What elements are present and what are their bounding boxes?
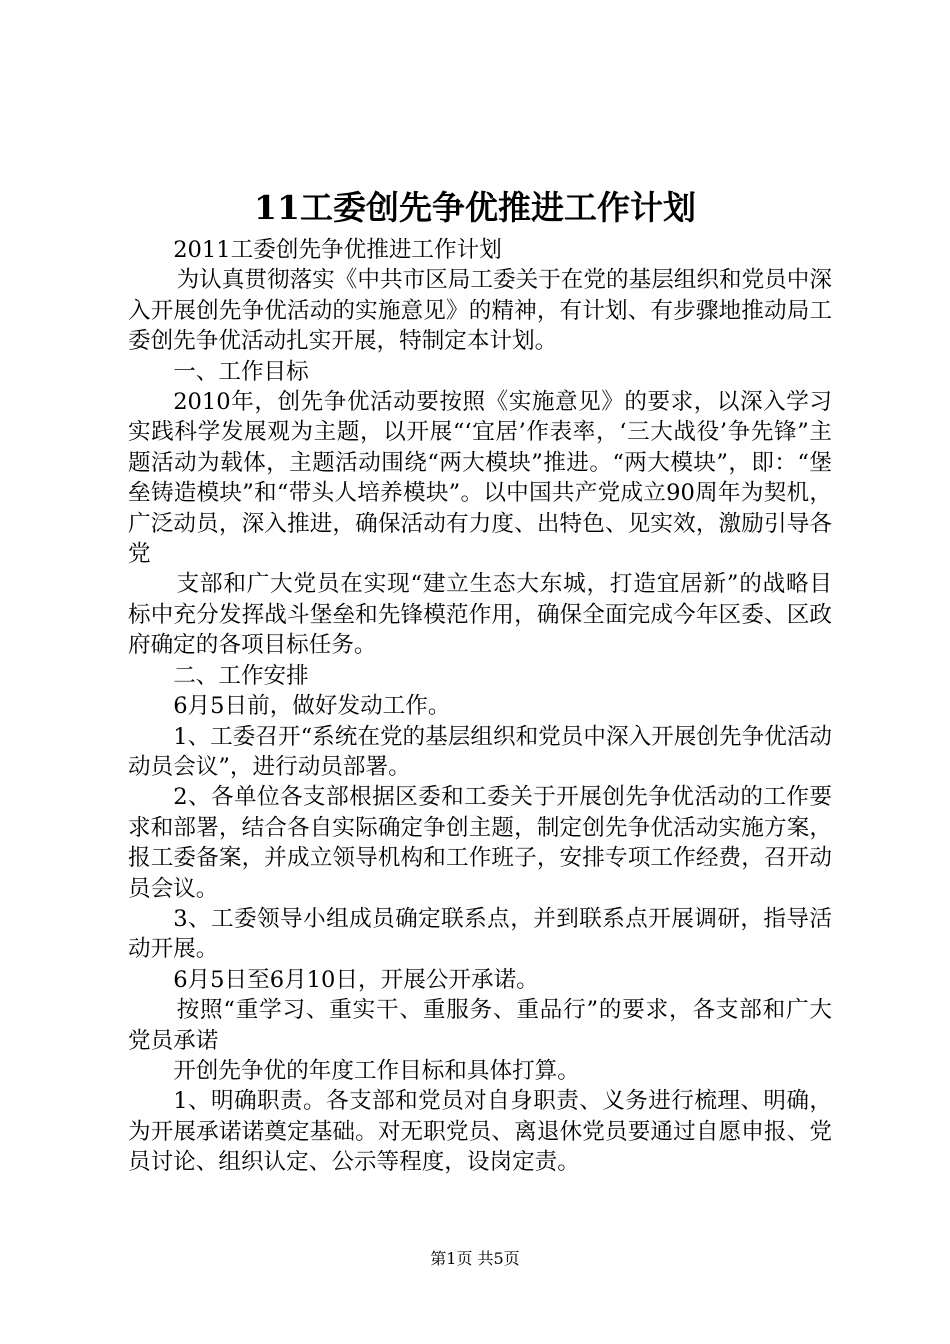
paragraph: 2、各单位各支部根据区委和工委关于开展创先争优活动的工作要求和部署，结合各自实际确定争创主题，制定创先争优活动实施方案，报工委备案，并成立领导机构和工作班子，安排专项工作经费，召开动员会议。: [128, 784, 832, 902]
paragraph: 为认真贯彻落实《中共市区局工委关于在党的基层组织和党员中深入开展创先争优活动的实施意见》的精神，有计划、有步骤地推动局工委创先争优活动扎实开展，特制定本计划。: [128, 267, 832, 355]
paragraph: 2010年，创先争优活动要按照《实施意见》的要求，以深入学习实践科学发展观为主题，以开展“‘宜居’作表率，‘三大战役’争先锋”主题活动为载体，主题活动围绕“两大模块”推进。“两大模块”，即：“堡垒铸造模块”和“带头人培养模块”。以中国共产党成立90周年为契机，广泛动员，深入推进，确保活动有力度、出特色、见实效，激励引导各党: [128, 389, 832, 568]
page-number: 第1页 共5页: [430, 1249, 520, 1268]
document-title: 11工委创先争优推进工作计划: [254, 188, 696, 227]
paragraph: 1、工委召开“系统在党的基层组织和党员中深入开展创先争优活动动员会议”，进行动员部署。: [128, 723, 832, 780]
paragraph: 3、工委领导小组成员确定联系点，并到联系点开展调研，指导活动开展。: [128, 905, 832, 963]
paragraph: 按照“重学习、重实干、重服务、重品行”的要求，各支部和广大党员承诺: [128, 997, 832, 1054]
document-body: [128, 235, 832, 1178]
paragraph: 2011工委创先争优推进工作计划: [173, 237, 502, 263]
section-heading: 一、工作目标: [173, 358, 309, 385]
paragraph: 1、明确职责。各支部和党员对自身职责、义务进行梳理、明确，为开展承诺诺奠定基础。对无职党员、离退休党员要通过自愿申报、党员讨论、组织认定、公示等程度，设岗定责。: [128, 1088, 832, 1176]
paragraph: 开创先争优的年度工作目标和具体打算。: [173, 1057, 580, 1084]
section-heading: 二、工作安排: [173, 662, 309, 689]
paragraph: 支部和广大党员在实现“建立生态大东城，打造宜居新”的战略目标中充分发挥战斗堡垒和先锋模范作用，确保全面完成今年区委、区政府确定的各项目标任务。: [128, 571, 832, 659]
paragraph: 6月5日至6月10日，开展公开承诺。: [173, 966, 539, 993]
paragraph: 6月5日前，做好发动工作。: [173, 693, 451, 720]
